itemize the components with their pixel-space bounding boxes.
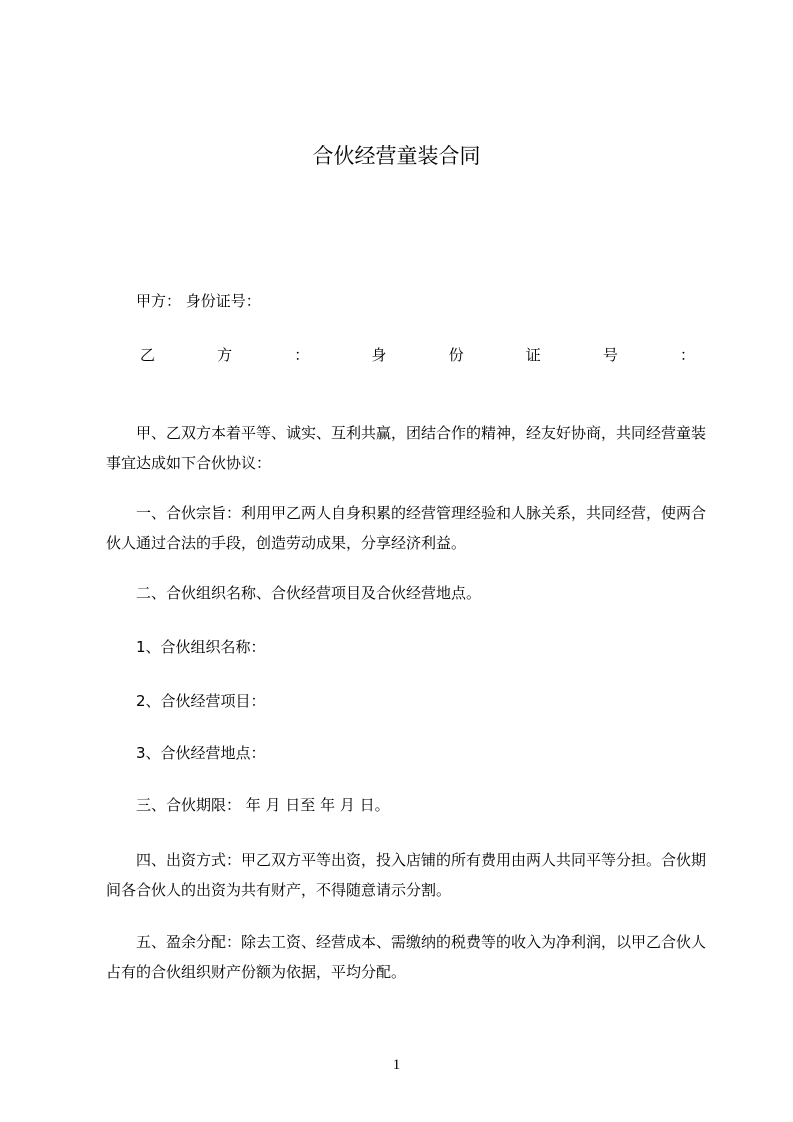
clause-4-paragraph: 四、出资方式：甲乙双方平等出资，投入店铺的所有费用由两人共同平等分担。合伙期间各合伙人的出资为共有财产，不得随意请示分割。	[106, 851, 707, 899]
preamble-paragraph: 甲、乙双方本着平等、诚实、互利共赢，团结合作的精神，经友好协商，共同经营童装事宜达成如下合伙协议：	[106, 424, 707, 472]
document-title: 合伙经营童装合同	[312, 144, 481, 168]
party-b-char: 号	[602, 346, 618, 364]
page-number: 1	[392, 1057, 401, 1073]
party-b-char: 身	[371, 346, 387, 364]
clause-1-paragraph: 一、合伙宗旨：利用甲乙两人自身积累的经营管理经验和人脉关系，共同经营，使两合伙人通过合法的手段，创造劳动成果，分享经济利益。	[106, 504, 707, 552]
clause-2-item-1: 1、合伙组织名称：	[136, 638, 266, 656]
party-b-line	[140, 340, 695, 370]
party-b-char: ：	[679, 346, 695, 364]
party-b-char: 乙	[140, 346, 156, 364]
party-a-line: 甲方： 身份证号：	[136, 292, 261, 310]
clause-3-paragraph: 三、合伙期限： 年 月 日至 年 月 日。	[136, 796, 390, 814]
clause-2-item-3: 3、合伙经营地点：	[136, 744, 266, 762]
clause-2-heading: 二、合伙组织名称、合伙经营项目及合伙经营地点。	[136, 584, 482, 602]
party-b-char: 份	[448, 346, 464, 364]
party-b-char: ：	[294, 346, 310, 364]
party-b-char: 方	[217, 346, 233, 364]
clause-2-item-2: 2、合伙经营项目：	[136, 692, 266, 710]
clause-5-paragraph: 五、盈余分配：除去工资、经营成本、需缴纳的税费等的收入为净利润，以甲乙合伙人占有的合伙组织财产份额为依据，平均分配。	[106, 933, 707, 981]
party-b-char: 证	[525, 346, 541, 364]
